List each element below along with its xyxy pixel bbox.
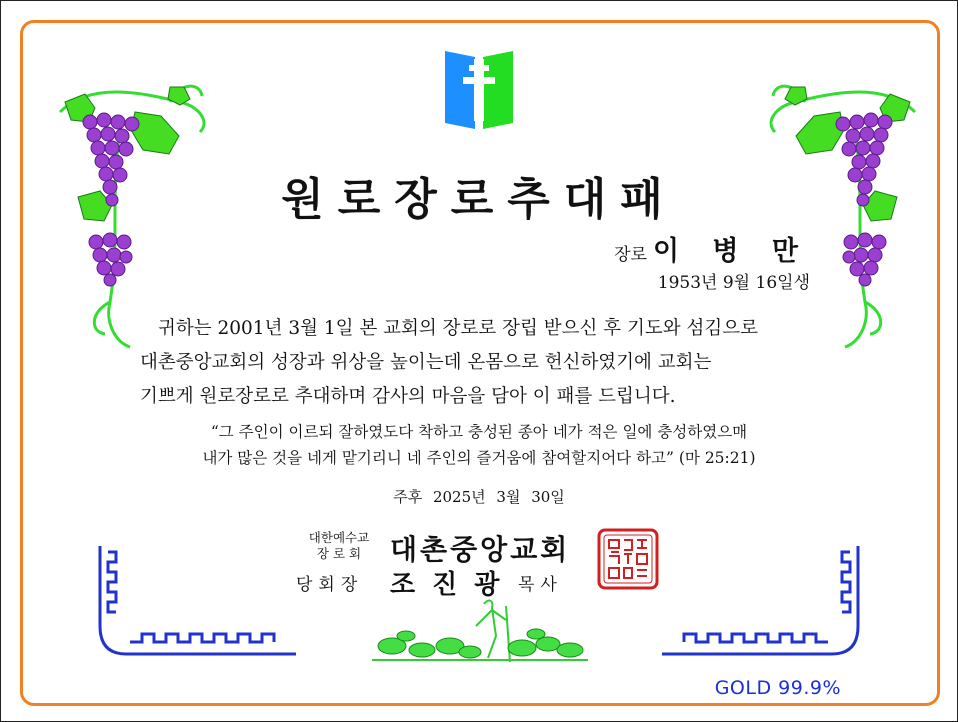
denomination (296, 530, 382, 562)
pastor-suffix: 목사 (518, 575, 563, 595)
citation-text (140, 312, 830, 414)
quote-line: “그 주인이 이르되 잘하였도다 착하고 충성된 종아 네가 적은 일에 충성하였으매 (210, 423, 748, 441)
denomination-line: 대한예수교 (308, 530, 370, 545)
citation-line: 대촌중앙교회의 성장과 위상을 높이는데 온몸으로 헌신하였기에 교회는 (140, 352, 712, 373)
shepherd-sheep-icon (372, 596, 588, 664)
greek-key-border-left-icon (96, 546, 300, 666)
honoree-birth-date: 1953년 9월 16일생 (657, 273, 810, 293)
scripture-quote (0, 419, 958, 471)
citation-line: 귀하는 2001년 3월 1일 본 교회의 장로로 장립 받으신 후 기도와 섬김으로 (158, 318, 758, 339)
church-name: 대촌중앙교회 (390, 533, 571, 566)
pastor-name: 조진광 (390, 570, 517, 600)
pastor-title: 당회장 (296, 575, 364, 595)
church-logo-icon (443, 47, 515, 131)
award-date: 주후 2025년 3월 30일 (393, 488, 565, 506)
plaque-title: 원로장로추대패 (281, 174, 677, 225)
gold-purity-mark: GOLD 99.9% (705, 677, 851, 699)
grape-vine-right-icon (755, 72, 925, 352)
quote-line: 내가 많은 것을 네게 맡기리니 네 주인의 즐거움에 참여할지어다 하고” (마 25:21) (202, 449, 756, 467)
greek-key-border-right-icon (658, 546, 862, 666)
honoree-name: 이 병 만 (652, 236, 810, 267)
honoree-role: 장로 (614, 245, 647, 265)
citation-line: 기쁘게 원로장로로 추대하며 감사의 마음을 담아 이 패를 드립니다. (140, 386, 676, 407)
denomination-line: 장 로 회 (316, 546, 362, 561)
grape-vine-left-icon (50, 72, 220, 352)
church-seal-icon (597, 528, 659, 590)
